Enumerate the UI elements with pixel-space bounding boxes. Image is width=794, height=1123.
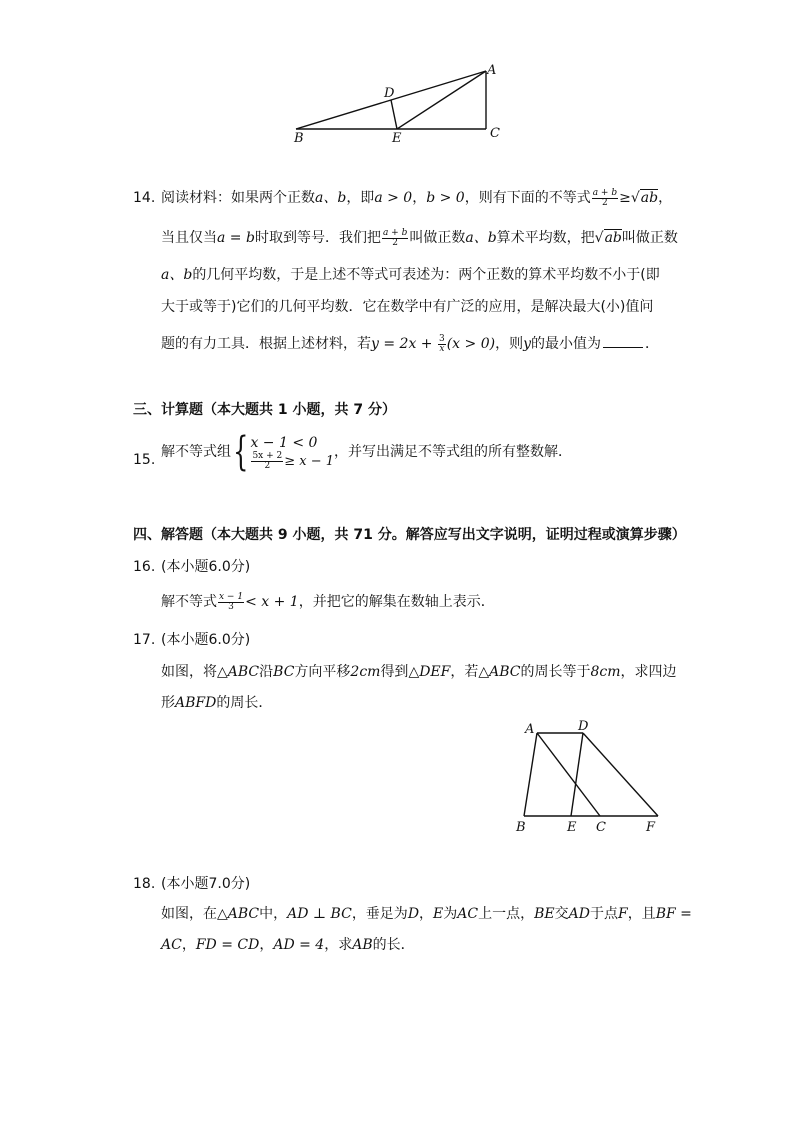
q14-function: y = 2x + [371,336,437,352]
q18-math: BF = [655,906,692,922]
q14-text: ，则 [495,336,524,352]
segment-AB [524,733,537,816]
q18-text: 上一点， [478,906,535,922]
q18-text: ，且 [627,906,656,922]
q18-text: 于点 [589,906,618,922]
geq-sign: ≥ [619,190,631,206]
label-B: B [516,820,526,835]
label-A: A [487,63,497,78]
q18-math: AC [161,937,182,953]
q15-line [161,429,573,475]
q18-text: ， [181,937,196,953]
q14-line-4 [161,297,653,317]
frac-den: 2 [602,197,608,208]
q17-math: 8cm [590,664,621,680]
frac-den: x [439,343,445,354]
q17-math: 2cm [350,664,381,680]
q17-text: 沿 [259,664,274,680]
question-number-18: 18. [133,876,156,892]
frac-num: a + b [382,227,408,238]
question-number-15: 15. [133,452,156,468]
q18-text: ，垂足为 [351,906,408,922]
frac-num: x − 1 [219,591,244,602]
q18-line-2 [161,935,415,955]
q14-text: 大于或等于)它们的几何平均数．它在数学中有广泛的应用，是解决最大(小)值问 [161,299,654,315]
translation-figure [510,716,670,840]
label-E: E [567,820,577,835]
q18-math: D [407,906,420,922]
label-C: C [596,820,606,835]
system-row-1: x − 1 < 0 [250,434,318,451]
segment-AC [537,733,600,816]
frac-num: a + b [592,187,618,198]
q17-score: (本小题6.0分) [161,632,251,648]
q16-score: (本小题6.0分) [161,559,251,575]
sqrt-ab-2 [595,229,622,246]
q14-text: 叫做正数 [409,230,466,246]
q16-text: ，并把它的解集在数轴上表示． [298,594,495,610]
q14-line-3 [161,265,660,285]
q14-vars: a、b [465,230,497,246]
q14-text: 叫做正数 [621,230,678,246]
label-A: A [525,722,535,737]
q17-line-1 [161,662,677,682]
q18-score: (本小题7.0分) [161,876,251,892]
q18-math: FD = CD [195,937,260,953]
q14-vars: a、b [161,267,193,283]
q18-math: △ABC [217,906,260,922]
q18-math: E [433,906,444,922]
frac-den: 2 [264,460,271,471]
q17-math: BC [273,664,295,680]
answer-blank[interactable] [603,333,643,348]
q14-vars: a、b [315,190,347,206]
q14-text: 算术平均数，把 [496,230,595,246]
system-rows [250,434,334,471]
fraction-5x2 [251,452,283,471]
frac-den: 3 [228,601,234,612]
triangle-figure-1 [286,62,506,148]
question-number-14: 14. [133,190,156,206]
q14-text: 题的有力工具．根据上述材料，若 [161,336,371,352]
fraction-3-over-x [438,335,446,354]
q18-text: 的长． [372,937,415,953]
q14-text: ，则有下面的不等式 [464,190,591,206]
q17-text: 形 [161,695,175,711]
q18-math: BE [534,906,555,922]
frac-num: 3 [438,333,445,344]
label-C: C [490,126,500,141]
q18-text: ， [419,906,434,922]
label-D: D [578,719,589,734]
q14-text: 时取到等号．我们把 [254,230,381,246]
segment-AE [397,71,486,129]
section-4-heading: 四、解答题（本大题共 9 小题，共 71 分。解答应写出文字说明，证明过程或演算步骤） [133,527,686,543]
q17-math: ABFD [175,695,217,711]
q18-text: 如图，在 [161,906,217,922]
frac-num: 5x + 2 [252,450,283,461]
q18-text: 为 [443,906,458,922]
q14-line-1 [161,188,672,208]
q17-text: 方向平移 [294,664,351,680]
inequality-system [231,429,335,475]
q18-math: AC [457,906,479,922]
q15-text: 解不等式组 [161,444,231,460]
q14-domain: (x > 0) [446,336,496,352]
q18-math: AB [352,937,373,953]
q14-text: ． [645,336,659,352]
q17-math: △ABC [478,664,521,680]
system-row-2-rest: ≥ x − 1 [284,453,335,469]
q18-text: 交 [554,906,569,922]
frac-den: 2 [392,237,399,248]
q17-text: ，若 [450,664,479,680]
q18-text: 中， [259,906,288,922]
q14-text: 的最小值为 [531,336,601,352]
q18-line-1 [161,904,692,924]
q16-text: 解不等式 [161,594,217,610]
q14-line-2 [161,228,678,248]
system-row-2 [250,452,334,471]
q14-cond-a: a > 0 [374,190,413,206]
q14-text: 阅读材料：如果两个正数 [161,190,315,206]
q14-text: 当且仅当 [161,230,217,246]
q18-text: ，求 [324,937,353,953]
fraction-arith-mean-2 [382,229,408,248]
fraction-x-1-over-3 [218,593,244,612]
label-D: D [384,86,395,101]
q16-line [161,592,495,612]
q18-math: AD = 4 [273,937,325,953]
question-number-17: 17. [133,632,156,648]
sqrt-radicand: ab [604,230,622,246]
q14-text: ，即 [346,190,375,206]
sqrt-radicand: ab [640,190,659,206]
question-number-16: 16. [133,559,156,575]
q17-text: ，求四边 [620,664,677,680]
q17-text: 得到 [380,664,409,680]
section-3-heading: 三、计算题（本大题共 1 小题，共 7 分） [133,402,396,418]
q17-text: 如图，将 [161,664,217,680]
q16-inequality: < x + 1 [245,594,299,610]
q14-equality: a = b [217,230,255,246]
q14-cond-b: b > 0 [426,190,465,206]
label-E: E [392,131,402,146]
segment-DE [391,100,397,129]
segment-DF [583,733,658,816]
q14-text: ， [658,190,673,206]
q18-text: ， [259,937,274,953]
q14-var-y: y [523,336,531,352]
q14-text: 的几何平均数，于是上述不等式可表述为：两个正数的算术平均数不小于(即 [192,267,660,283]
q17-line-2 [161,693,272,713]
left-brace: { [233,429,249,475]
q14-text: ， [412,190,427,206]
segment-DE [571,733,583,816]
q18-math: AD ⊥ BC [287,906,352,922]
q17-math: △ABC [217,664,260,680]
q17-text: 的周长等于 [520,664,591,680]
label-B: B [294,131,304,146]
q15-text: ，并写出满足不等式组的所有整数解． [334,444,573,460]
q14-line-5 [161,333,659,354]
fraction-arith-mean [592,189,618,208]
q18-math: AD [568,906,590,922]
q18-math: F [617,906,628,922]
sqrt-symbol: √ [630,190,640,206]
sqrt-symbol: √ [594,230,604,246]
q17-text: 的周长． [216,695,273,711]
q17-math: △DEF [408,664,451,680]
label-F: F [646,820,656,835]
sqrt-ab [631,189,658,206]
